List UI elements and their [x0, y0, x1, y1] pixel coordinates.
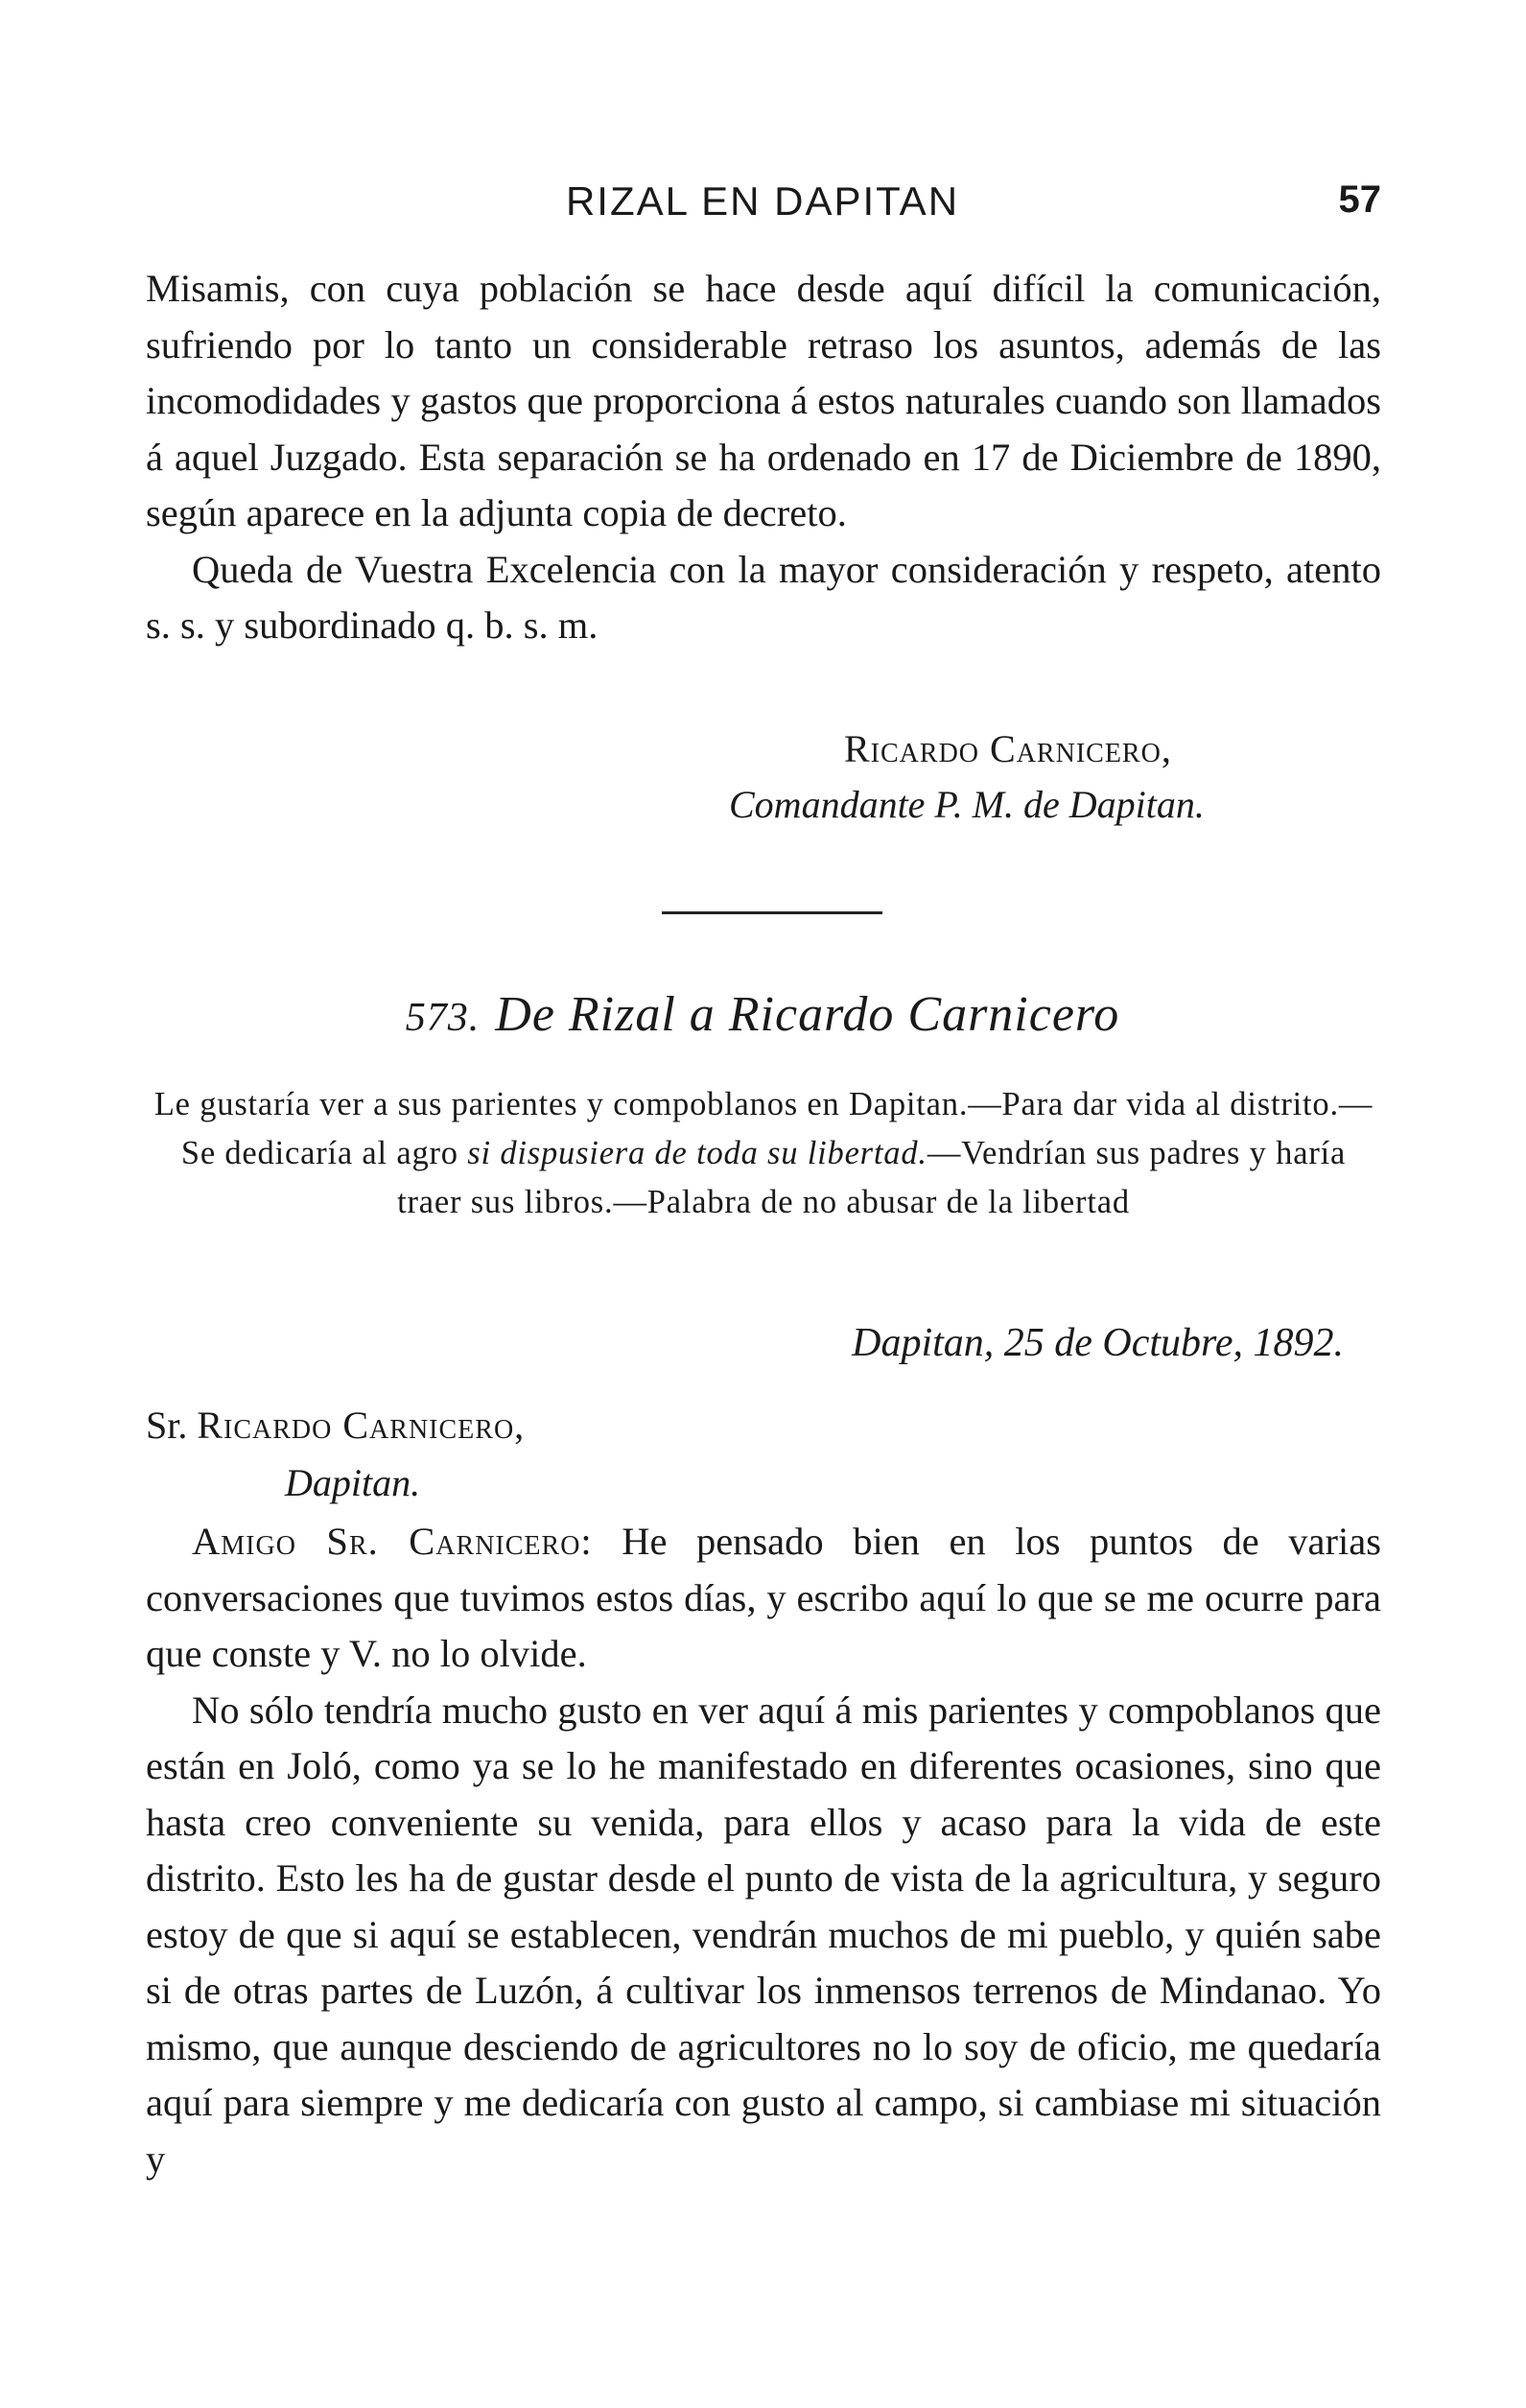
- previous-letter-paragraph-2: Queda de Vuestra Excelencia con la mayor consideración y respeto, atento s. s. y subordinado q. b. s. m.: [146, 547, 1381, 647]
- letter-paragraph-1-text: He pensado bien en los puntos de varias conversaciones que tuvimos estos días, y escribo aquí lo que se me ocurre para que conste y V. no lo olvide.: [146, 1520, 1381, 1675]
- summary-part-2: —Vendrían sus padres y haría traer sus libros.—Palabra de no abusar de la libertad: [397, 1135, 1347, 1220]
- letter-title: De Rizal a Ricardo Carnicero: [495, 987, 1120, 1042]
- addressee-prefix: Sr.: [146, 1404, 198, 1447]
- running-head: [144, 178, 1381, 236]
- letter-summary: [146, 1080, 1381, 1227]
- addressee-name: Ricardo Carnicero,: [197, 1404, 526, 1447]
- letter-paragraph-2: No sólo tendría mucho gusto en ver aquí á mis parientes y compoblanos que están en Joló, como ya se lo he manifestado en diferentes ocasiones, sino que hasta creo conveniente su venida, para ellos y acaso para la vida de este distrito. Esto les ha de gustar desde el punto de vista de la agricultura, y seguro estoy de que si aquí se establecen, vendrán muchos de mi pueblo, y quién sabe si de otras partes de Luzón, á cultivar los inmensos terrenos de Mindanao. Yo mismo, que aunque desciendo de agricultores no lo soy de oficio, me quedaría aquí para siempre y me dedicaría con gusto al campo, si cambiase mi situación y: [146, 1688, 1381, 2181]
- signature-title: Comandante P. M. de Dapitan.: [729, 783, 1205, 826]
- page-number: 57: [1338, 178, 1381, 221]
- section-divider: [662, 911, 882, 914]
- previous-letter-paragraph-1: Misamis, con cuya población se hace desde aquí difícil la comunicación, sufriendo por lo tanto un considerable retraso los asuntos, además de las incomodidades y gastos que proporciona á estos naturales cuando son llamados á aquel Juzgado. Esta separación se ha ordenado en 17 de Diciembre de 1890, según aparece en la adjunta copia de decreto.: [146, 267, 1381, 534]
- letter-body: [146, 1514, 1381, 2187]
- summary-italic: si dispusiera de toda su libertad.: [467, 1135, 927, 1171]
- signature-name: Ricardo Carnicero,: [844, 727, 1172, 770]
- addressee-place: Dapitan.: [285, 1461, 421, 1504]
- addressee: [146, 1397, 525, 1512]
- running-title: RIZAL EN DAPITAN: [565, 178, 960, 224]
- dateline: Dapitan, 25 de Octubre, 1892.: [852, 1321, 1344, 1365]
- letter-heading: [144, 986, 1381, 1043]
- previous-letter-body: [146, 261, 1381, 654]
- salutation: Amigo Sr. Carnicero:: [192, 1520, 593, 1563]
- summary-part-1: Le gustaría ver a sus parientes y compoblanos en Dapitan.—Para dar vida al distrito.—Se dedicaría al agro: [153, 1086, 1373, 1171]
- previous-letter-signature: [729, 721, 1343, 833]
- letter-number: 573.: [405, 996, 481, 1040]
- letter-paragraph-1: [146, 1514, 1381, 1683]
